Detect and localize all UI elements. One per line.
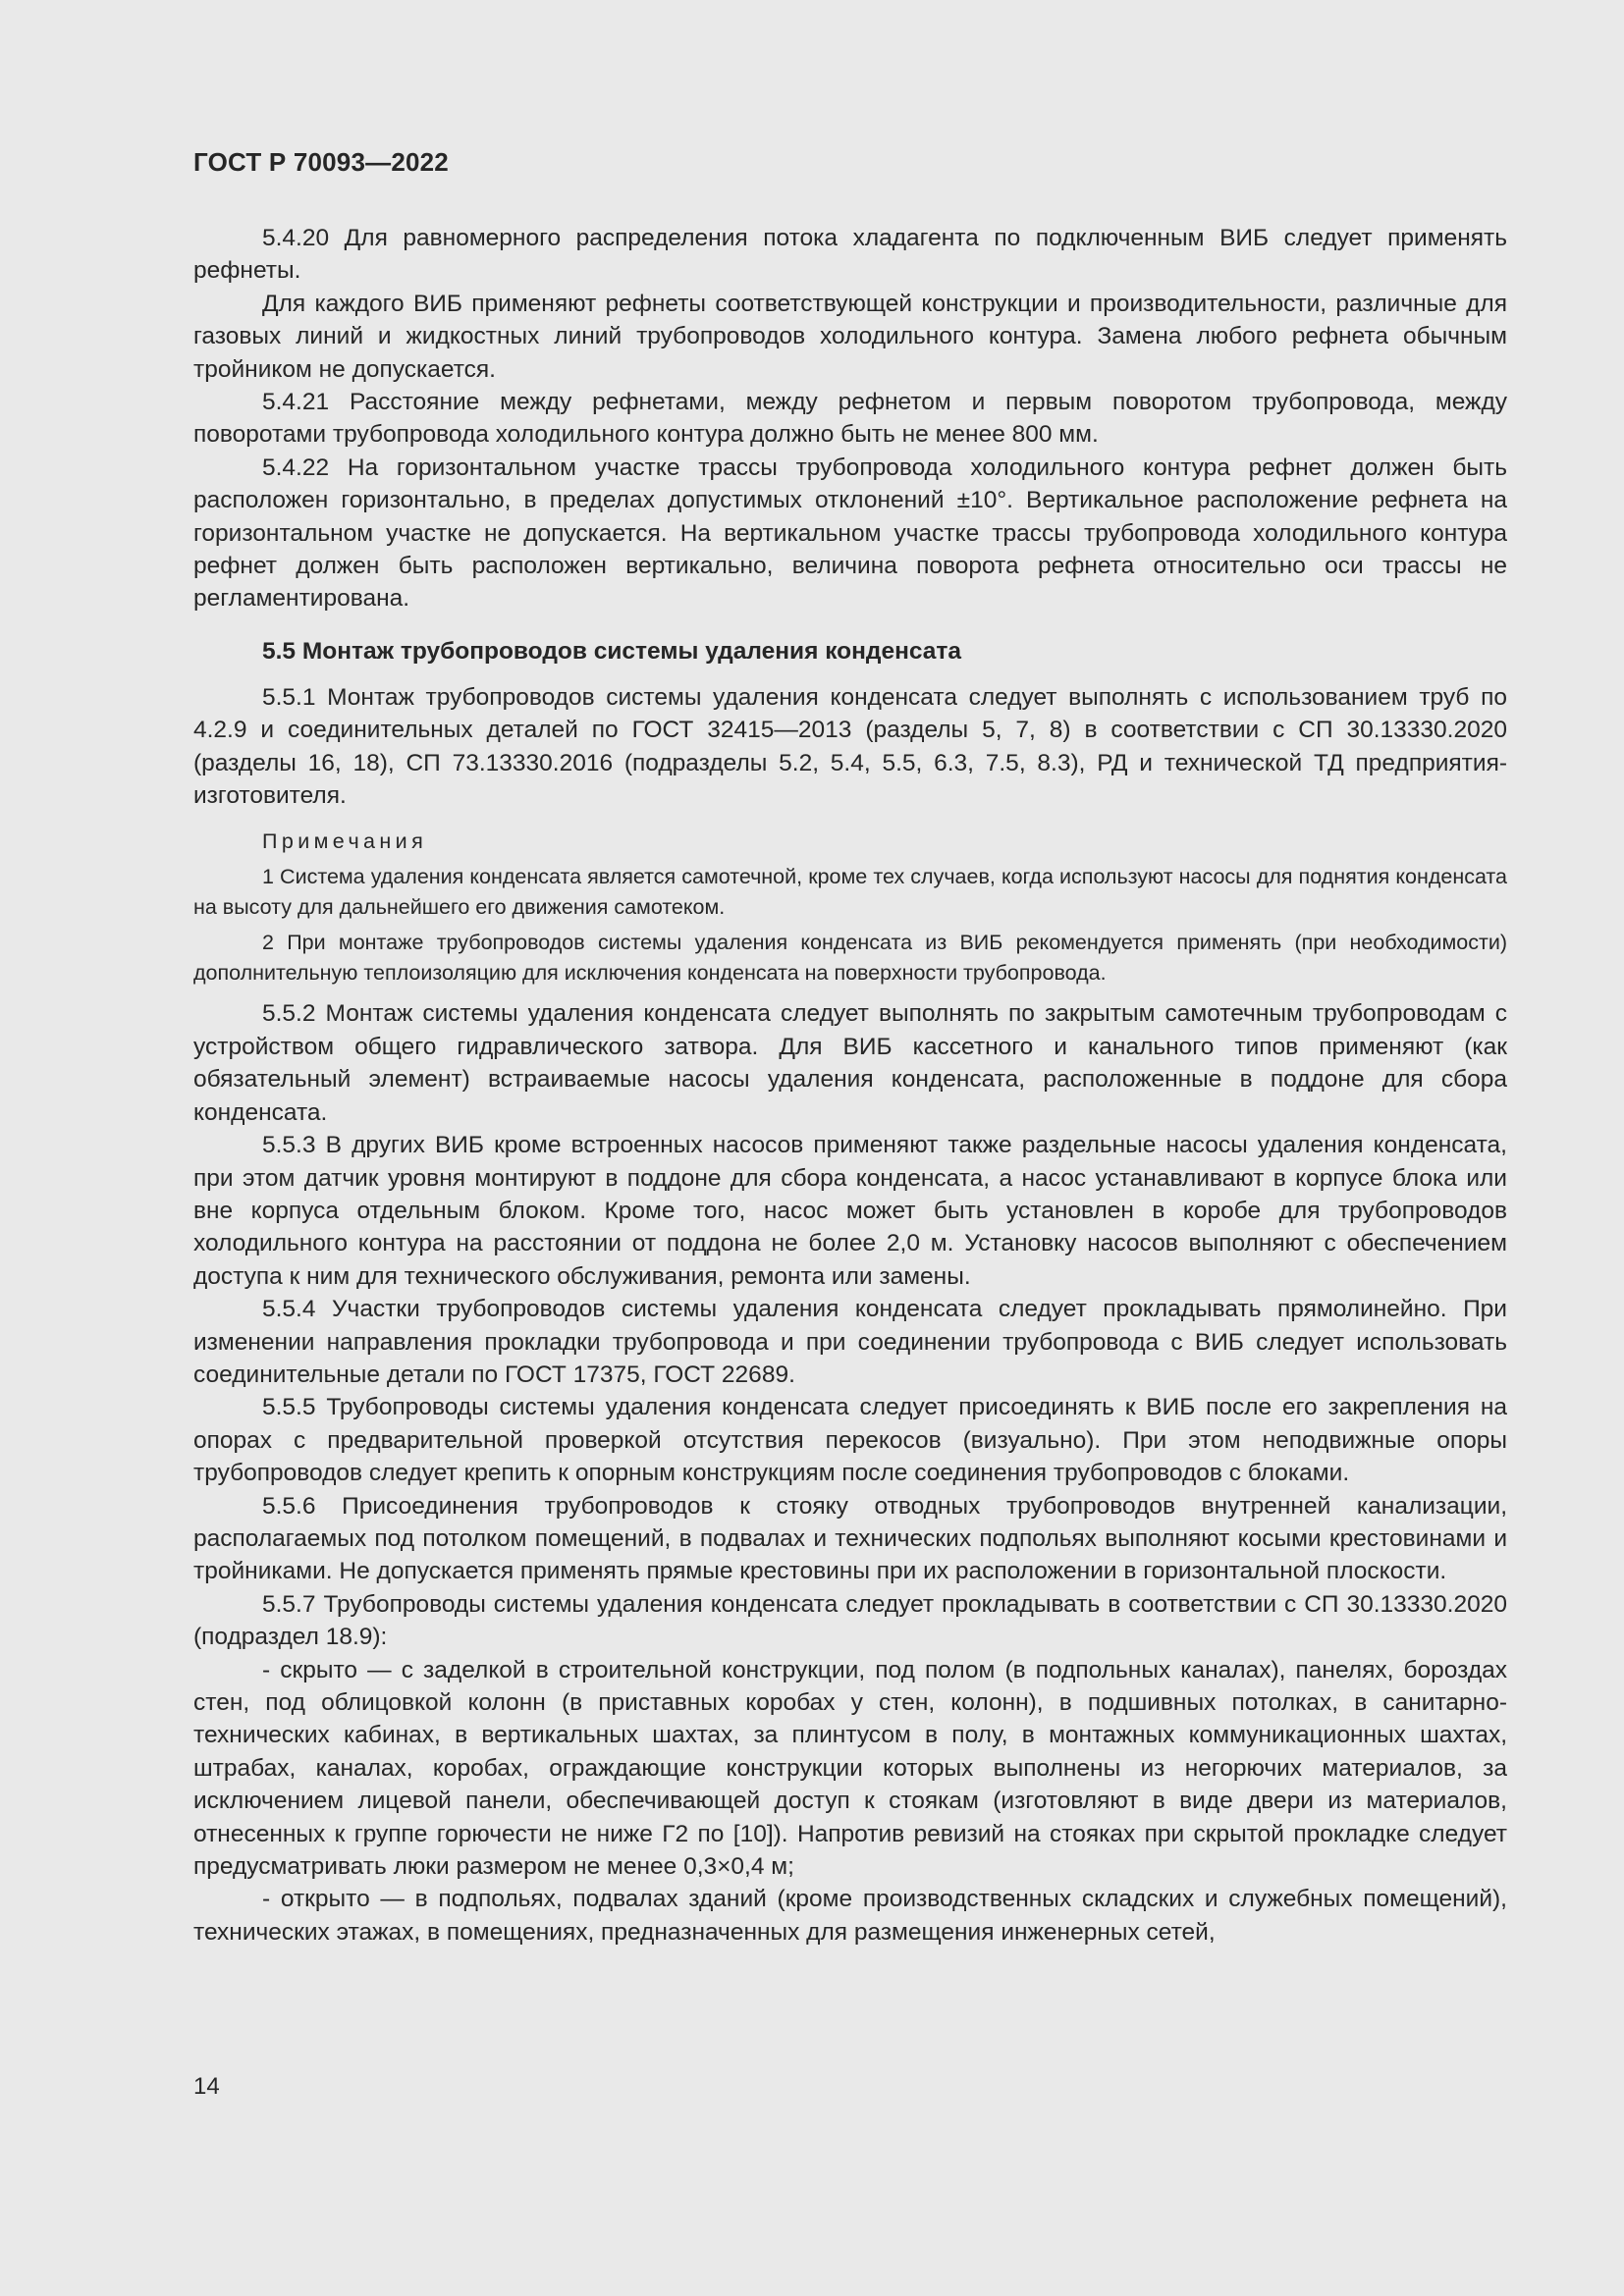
paragraph-5-5-4: 5.5.4 Участки трубопроводов системы удаления конденсата следует прокладывать прямолинейно. При изменении направления прокладки трубопровода и при соединении трубопровода с ВИБ следует использовать соединительные детали по ГОСТ 17375, ГОСТ 22689. xyxy=(193,1296,1507,1388)
page-number: 14 xyxy=(193,2073,220,2100)
paragraph-refnet-requirements: Для каждого ВИБ применяют рефнеты соответствующей конструкции и производительности, различные для газовых линий и жидкостных линий трубопроводов холодильного контура. Замена любого рефнета обычным тройником не допускается. xyxy=(193,290,1507,383)
document-header: ГОСТ Р 70093—2022 xyxy=(193,147,449,177)
paragraph-5-5-3: 5.5.3 В других ВИБ кроме встроенных насосов применяют также раздельные насосы удаления конденсата, при этом датчик уровня монтируют в поддоне для сбора конденсата, а насос устанавливают в корпусе блока или вне корпуса отдельным блоком. Кроме того, насос может быть установлен в коробе для трубопроводов холодильного контура на расстоянии от поддона не более 2,0 м. Установку насосов выполняют с обеспечением доступа к ним для технического обслуживания, ремонта или замены. xyxy=(193,1132,1507,1290)
notes-title: Примечания xyxy=(262,828,428,853)
paragraph-5-5-1: 5.5.1 Монтаж трубопроводов системы удаления конденсата следует выполнять с использованием труб по 4.2.9 и соединительных деталей по ГОСТ 32415—2013 (разделы 5, 7, 8) в соответствии с СП 30.13330.2020 (разделы 16, 18), СП 73.13330.2016 (подразделы 5.2, 5.4, 5.5, 6.3, 7.5, 8.3), РД и технической ТД предприятия-изготовителя. xyxy=(193,683,1507,810)
note-item-2: 2 При монтаже трубопроводов системы удаления конденсата из ВИБ рекомендуется применять (при необходимости) дополнительную теплоизоляцию для исключения конденсата на поверхности трубопровода. xyxy=(193,931,1507,985)
paragraph-5-5-2: 5.5.2 Монтаж системы удаления конденсата следует выполнять по закрытым самотечным трубопроводам с устройством общего гидравлического затвора. Для ВИБ кассетного и канального типов применяют (как обязательный элемент) встраиваемые насосы удаления конденсата, расположенные в поддоне для сбора конденсата. xyxy=(193,1000,1507,1126)
paragraph-5-5-5: 5.5.5 Трубопроводы системы удаления конденсата следует присоединять к ВИБ после его закрепления на опорах с предварительной проверкой отсутствия перекосов (визуально). При этом неподвижные опоры трубопроводов следует крепить к опорным конструкциям после соединения трубопроводов с блоками. xyxy=(193,1394,1507,1487)
paragraph-5-4-21: 5.4.21 Расстояние между рефнетами, между рефнетом и первым поворотом трубопровода, между поворотами трубопровода холодильного контура должно быть не менее 800 мм. xyxy=(193,389,1507,449)
section-heading-5-5: 5.5 Монтаж трубопроводов системы удаления конденсата xyxy=(262,637,962,665)
list-item-hidden-laying: - скрыто — с заделкой в строительной конструкции, под полом (в подпольных каналах), панелях, бороздах стен, под облицовкой колонн (в приставных коробах у стен, колонн), в подшивных потолках, в санитарно-технических кабинах, в вертикальных шахтах, за плинтусом в полу, в монтажных коммуникационных шахтах, штрабах, каналах, коробах, ограждающие конструкции которых выполнены из негорючих материалов, за исключением лицевой панели, обеспечивающей доступ к стоякам (изготовляют в виде двери из материалов, отнесенных к группе горючести не ниже Г2 по [10]). Напротив ревизий на стояках при скрытой прокладке следует предусматривать люки размером не менее 0,3×0,4 м; xyxy=(193,1656,1507,1881)
document-body xyxy=(193,222,1507,1949)
list-item-open-laying: - открыто — в подпольях, подвалах зданий (кроме производственных складских и служебных помещений), технических этажах, в помещениях, предназначенных для размещения инженерных сетей, xyxy=(193,1886,1507,1946)
paragraph-5-5-7: 5.5.7 Трубопроводы системы удаления конденсата следует прокладывать в соответствии с СП 30.13330.2020 (подраздел 18.9): xyxy=(193,1590,1507,1651)
paragraph-5-5-6: 5.5.6 Присоединения трубопроводов к стояку отводных трубопроводов внутренней канализации, располагаемых под потолком помещений, в подвалах и технических подпольях выполняют косыми крестовинами и тройниками. Не допускается применять прямые крестовины при их расположении в горизонтальной плоскости. xyxy=(193,1492,1507,1585)
note-item-1: 1 Система удаления конденсата является самотечной, кроме тех случаев, когда используют насосы для поднятия конденсата на высоту для дальнейшего его движения самотеком. xyxy=(193,865,1507,919)
notes-block xyxy=(193,827,1507,988)
paragraph-5-4-20: 5.4.20 Для равномерного распределения потока хладагента по подключенным ВИБ следует применять рефнеты. xyxy=(193,225,1507,285)
paragraph-5-4-22: 5.4.22 На горизонтальном участке трассы трубопровода холодильного контура рефнет должен быть расположен горизонтально, в пределах допустимых отклонений ±10°. Вертикальное расположение рефнета на горизонтальном участке не допускается. На вертикальном участке трассы трубопровода холодильного контура рефнет должен быть расположен вертикально, величина поворота рефнета относительно оси трассы не регламентирована. xyxy=(193,454,1507,613)
